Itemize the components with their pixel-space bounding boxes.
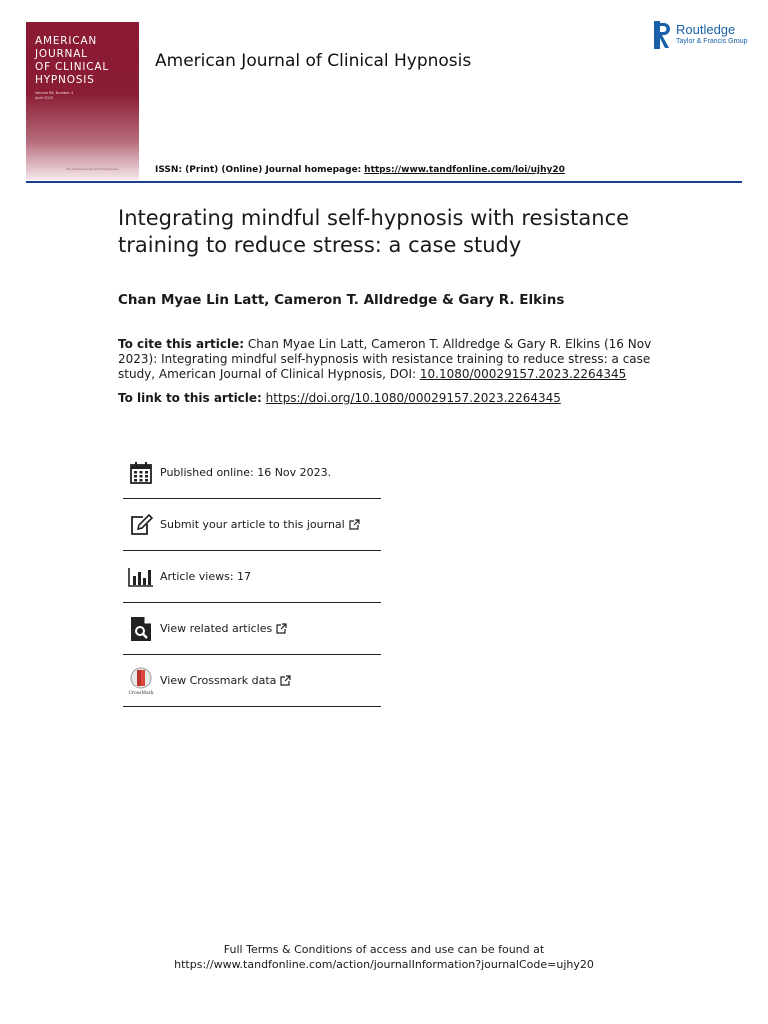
crossmark-text: View Crossmark data — [160, 674, 277, 687]
issn-line — [155, 165, 565, 175]
external-link-icon — [276, 623, 287, 634]
article-info-list — [123, 447, 381, 707]
published-online-row — [123, 447, 381, 499]
citation-doi-link[interactable]: 10.1080/00029157.2023.2264345 — [419, 367, 627, 381]
journal-name: American Journal of Clinical Hypnosis — [155, 51, 472, 71]
bar-chart-icon — [127, 563, 155, 591]
header-divider — [26, 181, 742, 183]
submit-article-row[interactable] — [123, 499, 381, 551]
external-link-icon — [280, 675, 291, 686]
crossmark-row[interactable] — [123, 655, 381, 707]
citation-block — [118, 337, 658, 382]
journal-homepage-link[interactable]: https://www.tandfonline.com/loi/ujhy20 — [364, 165, 565, 175]
calendar-icon — [127, 459, 155, 487]
cover-footer: The American Society of Clinical Hypnosis — [66, 168, 119, 171]
citation-label: To cite this article: — [118, 337, 245, 351]
terms-line-1: Full Terms & Conditions of access and use can be found at — [223, 943, 545, 956]
related-articles-text: View related articles — [160, 622, 273, 635]
terms-footer — [0, 942, 768, 972]
article-doi-link[interactable]: https://doi.org/10.1080/00029157.2023.2264345 — [265, 391, 561, 405]
link-label: To link to this article: — [118, 391, 262, 405]
article-link-block — [118, 391, 561, 405]
cover-issue: Volume 66, Number 4 April 2023 — [35, 91, 74, 100]
related-articles-row[interactable] — [123, 603, 381, 655]
terms-line-2: https://www.tandfonline.com/action/journalInformation?journalCode=ujhy20 — [174, 958, 594, 971]
article-title: Integrating mindful self-hypnosis with resistance training to reduce stress: a case study — [118, 206, 630, 257]
external-link-icon — [349, 519, 360, 530]
publisher-logo — [654, 21, 754, 51]
publisher-group: Taylor & Francis Group — [676, 38, 748, 45]
journal-cover-image — [26, 22, 139, 180]
crossmark-caption: CrossMark — [128, 690, 154, 695]
edit-icon — [127, 511, 155, 539]
cover-title: AMERICAN JOURNAL OF CLINICAL HYPNOSIS — [35, 35, 110, 86]
routledge-logo-icon — [654, 21, 671, 49]
search-document-icon — [127, 615, 155, 643]
article-authors: Chan Myae Lin Latt, Cameron T. Alldredge & Gary R. Elkins — [118, 292, 565, 308]
crossmark-icon — [127, 667, 155, 695]
article-views-text: Article views: 17 — [160, 570, 252, 583]
citation-text: Chan Myae Lin Latt, Cameron T. Alldredge & Gary R. Elkins (16 Nov 2023): Integrating mindful self-hypnosis with resistance training to reduce stress: a case study, American Journal of Clinical Hypnosis, DOI: — [118, 337, 652, 381]
submit-article-text: Submit your article to this journal — [160, 518, 345, 531]
article-views-row — [123, 551, 381, 603]
publisher-name: Routledge — [676, 22, 736, 37]
published-online-text: Published online: 16 Nov 2023. — [160, 466, 332, 479]
issn-label: ISSN: (Print) (Online) Journal homepage: — [155, 165, 362, 175]
